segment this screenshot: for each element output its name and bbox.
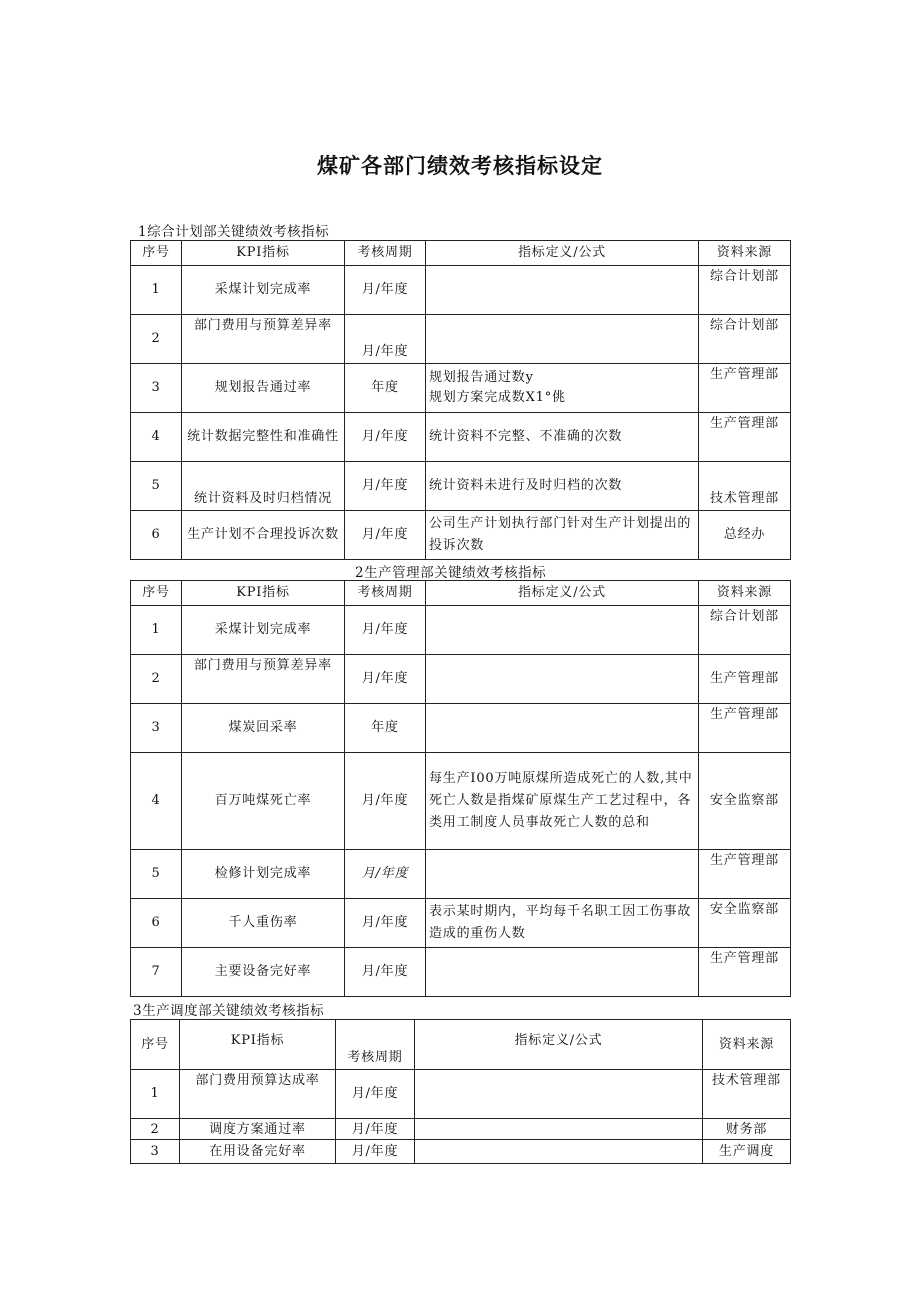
cell-kpi: 部门费用与预算差异率 <box>182 655 345 704</box>
cell-definition: 统计资料未进行及时归档的次数 <box>426 462 699 511</box>
col-header-no: 序号 <box>131 241 182 266</box>
table-row <box>131 1119 791 1140</box>
col-header-period: 考核周期 <box>336 1020 415 1070</box>
table-row <box>131 606 791 655</box>
cell-kpi: 采煤计划完成率 <box>182 266 345 315</box>
cell-kpi: 检修计划完成率 <box>182 850 345 899</box>
table-row <box>131 1140 791 1164</box>
cell-source: 总经办 <box>699 511 791 560</box>
cell-period: 月/年度 <box>345 655 426 704</box>
table-row <box>131 413 791 462</box>
col-header-kpi: KPI指标 <box>182 581 345 606</box>
col-header-definition: 指标定义/公式 <box>426 581 699 606</box>
cell-source: 财务部 <box>703 1119 791 1140</box>
cell-source: 安全监察部 <box>699 753 791 850</box>
cell-definition <box>415 1070 703 1119</box>
cell-definition <box>426 655 699 704</box>
cell-no: 1 <box>131 1070 180 1119</box>
col-header-definition: 指标定义/公式 <box>426 241 699 266</box>
cell-period: 月/年度 <box>345 606 426 655</box>
section-caption: 2生产管理部关键绩效考核指标 <box>355 565 547 581</box>
cell-source: 生产管理部 <box>699 704 791 753</box>
cell-source: 综合计划部 <box>699 315 791 364</box>
cell-source: 生产管理部 <box>699 655 791 704</box>
table-row <box>131 753 791 850</box>
cell-source: 生产管理部 <box>699 948 791 997</box>
kpi-table-dispatch <box>130 1019 791 1164</box>
table-row <box>131 704 791 753</box>
cell-no: 5 <box>131 462 182 511</box>
cell-source: 生产管理部 <box>699 364 791 413</box>
cell-no: 3 <box>131 364 182 413</box>
cell-definition: 规划报告通过数y 规划方案完成数X1°佻 <box>426 364 699 413</box>
section-caption: 3生产调度部关键绩效考核指标 <box>133 1003 325 1019</box>
cell-no: 6 <box>131 511 182 560</box>
cell-source: 技术管理部 <box>703 1070 791 1119</box>
cell-kpi: 煤炭回采率 <box>182 704 345 753</box>
col-header-period: 考核周期 <box>345 241 426 266</box>
section-caption: 1综合计划部关键绩效考核指标 <box>138 224 330 240</box>
cell-no: 2 <box>131 1119 180 1140</box>
cell-period: 月/年度 <box>345 511 426 560</box>
col-header-period: 考核周期 <box>345 581 426 606</box>
table-row <box>131 1070 791 1119</box>
cell-period: 年度 <box>345 364 426 413</box>
cell-source: 综合计划部 <box>699 606 791 655</box>
cell-no: 2 <box>131 315 182 364</box>
cell-period: 月/年度 <box>345 413 426 462</box>
table-row <box>131 462 791 511</box>
cell-period: 月/年度 <box>345 753 426 850</box>
cell-no: 2 <box>131 655 182 704</box>
cell-kpi: 采煤计划完成率 <box>182 606 345 655</box>
cell-kpi: 在用设备完好率 <box>180 1140 336 1164</box>
col-header-source: 资料来源 <box>699 581 791 606</box>
cell-source: 综合计划部 <box>699 266 791 315</box>
cell-definition <box>415 1140 703 1164</box>
table-row <box>131 315 791 364</box>
cell-kpi: 千人重伤率 <box>182 899 345 948</box>
page-title: 煤矿各部门绩效考核指标设定 <box>317 154 603 178</box>
cell-source: 生产调度 <box>703 1140 791 1164</box>
cell-kpi: 规划报告通过率 <box>182 364 345 413</box>
cell-no: 3 <box>131 704 182 753</box>
cell-no: 1 <box>131 266 182 315</box>
col-header-no: 序号 <box>131 1020 180 1070</box>
cell-period: 月/年度 <box>345 899 426 948</box>
cell-definition <box>426 850 699 899</box>
cell-period: 月/年度 <box>345 462 426 511</box>
table-row <box>131 364 791 413</box>
cell-kpi: 部门费用与预算差异率 <box>182 315 345 364</box>
cell-definition <box>426 606 699 655</box>
cell-kpi: 部门费用预算达成率 <box>180 1070 336 1119</box>
cell-source: 生产管理部 <box>699 413 791 462</box>
kpi-table-production <box>130 580 791 997</box>
cell-period: 月/年度 <box>345 266 426 315</box>
cell-period: 年度 <box>345 704 426 753</box>
cell-no: 4 <box>131 413 182 462</box>
cell-period: 月/年度 <box>345 948 426 997</box>
cell-period: 月/年度 <box>336 1119 415 1140</box>
col-header-source: 资料来源 <box>699 241 791 266</box>
col-header-no: 序号 <box>131 581 182 606</box>
cell-definition <box>426 704 699 753</box>
cell-period: 月/年度 <box>336 1140 415 1164</box>
cell-kpi: 统计数据完整性和准确性 <box>182 413 345 462</box>
table-row <box>131 266 791 315</box>
cell-kpi: 百万吨煤死亡率 <box>182 753 345 850</box>
cell-no: 7 <box>131 948 182 997</box>
cell-definition <box>415 1119 703 1140</box>
cell-period: 月/年度 <box>345 315 426 364</box>
table-row <box>131 899 791 948</box>
table-header-row <box>131 241 791 266</box>
cell-definition: 公司生产计划执行部门针对生产计划提出的投诉次数 <box>426 511 699 560</box>
cell-definition: 表示某时期内，平均每千名职工因工伤事故造成的重伤人数 <box>426 899 699 948</box>
cell-source: 技术管理部 <box>699 462 791 511</box>
table-row <box>131 511 791 560</box>
cell-kpi: 生产计划不合理投诉次数 <box>182 511 345 560</box>
cell-definition <box>426 266 699 315</box>
table-row <box>131 850 791 899</box>
cell-kpi: 主要设备完好率 <box>182 948 345 997</box>
cell-no: 6 <box>131 899 182 948</box>
col-header-kpi: KPI指标 <box>182 241 345 266</box>
cell-no: 5 <box>131 850 182 899</box>
cell-source: 生产管理部 <box>699 850 791 899</box>
col-header-source: 资料来源 <box>703 1020 791 1070</box>
col-header-definition: 指标定义/公式 <box>415 1020 703 1070</box>
col-header-kpi: KPI指标 <box>180 1020 336 1070</box>
table-header-row <box>131 1020 791 1070</box>
cell-no: 4 <box>131 753 182 850</box>
cell-source: 安全监察部 <box>699 899 791 948</box>
cell-kpi: 调度方案通过率 <box>180 1119 336 1140</box>
cell-period: 月/年度 <box>345 850 426 899</box>
cell-no: 3 <box>131 1140 180 1164</box>
cell-definition <box>426 315 699 364</box>
cell-no: 1 <box>131 606 182 655</box>
table-row <box>131 655 791 704</box>
cell-definition: 每生产I00万吨原煤所造成死亡的人数,其中死亡人数是指煤矿原煤生产工艺过程中，各类用工制度人员事故死亡人数的总和 <box>426 753 699 850</box>
cell-definition: 统计资料不完整、不准确的次数 <box>426 413 699 462</box>
cell-period: 月/年度 <box>336 1070 415 1119</box>
table-header-row <box>131 581 791 606</box>
cell-definition <box>426 948 699 997</box>
table-row <box>131 948 791 997</box>
cell-kpi: 统计资料及时归档情况 <box>182 462 345 511</box>
kpi-table-planning <box>130 240 791 560</box>
